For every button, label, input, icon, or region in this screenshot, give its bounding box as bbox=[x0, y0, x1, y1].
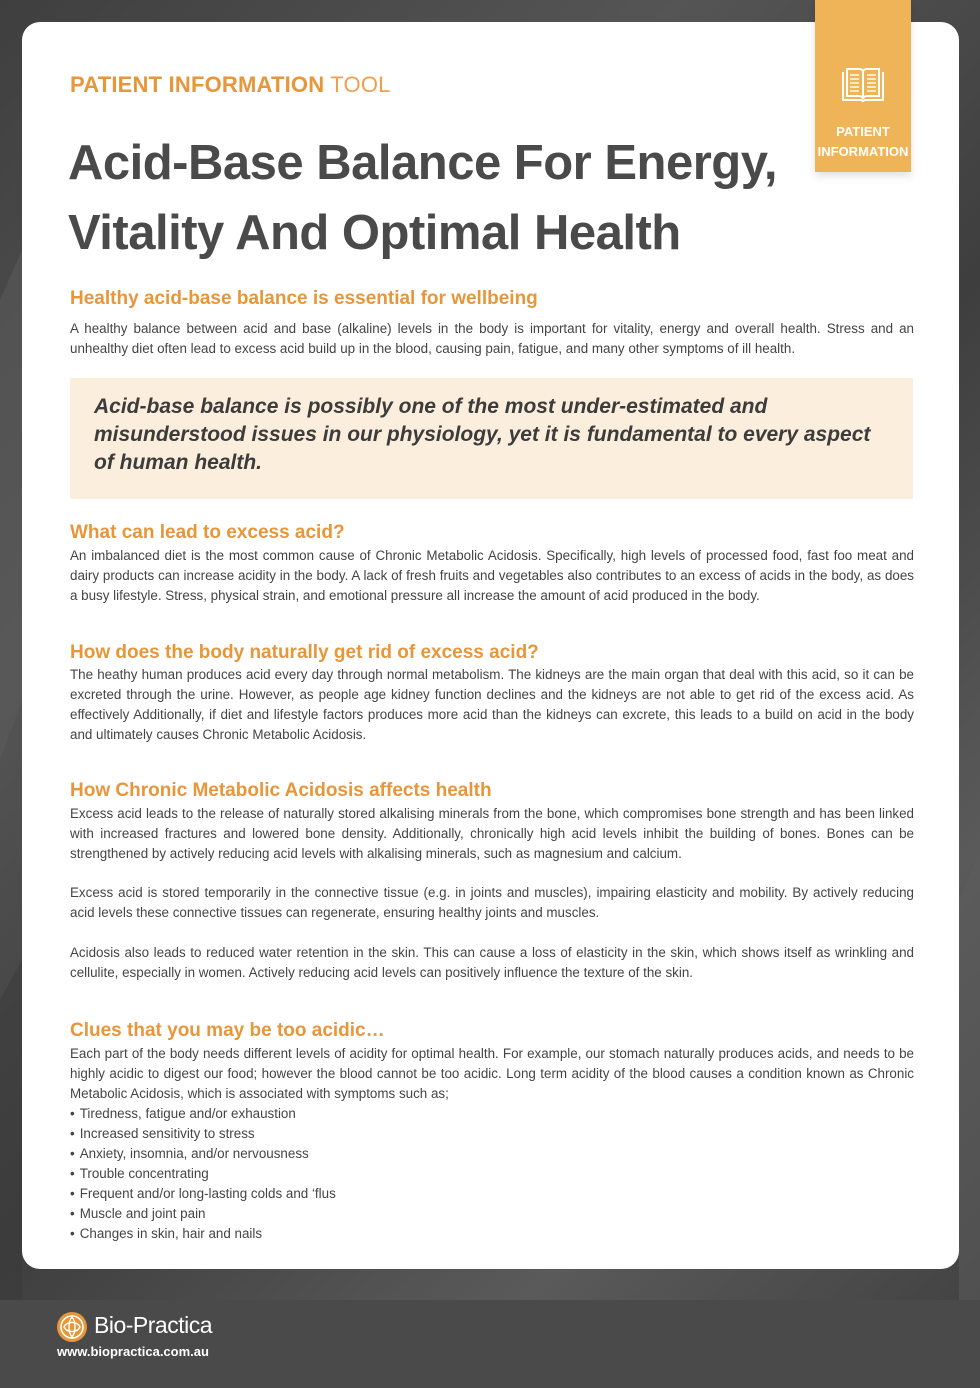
heading-removal: How does the body naturally get rid of excess acid? bbox=[70, 642, 539, 663]
paragraph-effects-skin: Acidosis also leads to reduced water retention in the skin. This can cause a loss of elasticity in the skin, which shows itself as wrinkling and cellulite, especially in women. Actively reducing acid levels can positively influence the texture of the skin. bbox=[70, 945, 914, 980]
bio-practica-logo-icon bbox=[55, 1310, 89, 1344]
tool-label bbox=[70, 72, 391, 98]
heading-wellbeing: Healthy acid-base balance is essential for wellbeing bbox=[70, 288, 538, 309]
website-link[interactable]: www.biopractica.com.au bbox=[57, 1344, 209, 1359]
paragraph-removal: The heathy human produces acid every day through normal metabolism. The kidneys are the main organ that deal with this acid, so it can be excreted through the urine. However, as people age kidney function declines and the kidneys are not able to get rid of the excess acid. As effectively Additionally, if diet and lifestyle factors produces more acid than the kidneys can excrete, this leads to a build on acid in the body and ultimately causes Chronic Metabolic Acidosis. bbox=[70, 667, 914, 742]
heading-clues: Clues that you may be too acidic… bbox=[70, 1020, 385, 1041]
badge-label-line1: PATIENT bbox=[836, 124, 890, 139]
paragraph-effects-bone: Excess acid leads to the release of naturally stored alkalising minerals from the bone, which compromises bone strength and has been linked with increased fractures and lowered bone density. Additionally, chronically high acid levels inhibit the building of bones. Bones can be strengthened by actively reducing acid levels with alkalising minerals, such as magnesium and calcium. bbox=[70, 806, 914, 861]
paragraph-wellbeing: A healthy balance between acid and base (alkaline) levels in the body is important for vitality, energy and overall health. Stress and an unhealthy diet often lead to excess acid build up in the blood, causing pain, fatigue, and many other symptoms of ill health. bbox=[70, 321, 914, 356]
paragraph-effects-tissue: Excess acid is stored temporarily in the connective tissue (e.g. in joints and muscles), impairing elasticity and mobility. By actively reducing acid levels these connective tissues can regenerate, ensuring healthy joints and muscles. bbox=[70, 885, 914, 920]
footer bbox=[0, 1300, 980, 1388]
tool-label-light: TOOL bbox=[330, 72, 391, 97]
list-item: • Frequent and/or long-lasting colds and ‘flus bbox=[70, 1184, 336, 1204]
list-item: • Increased sensitivity to stress bbox=[70, 1124, 336, 1144]
badge-label bbox=[815, 122, 911, 162]
pull-quote bbox=[70, 378, 913, 499]
list-item: • Trouble concentrating bbox=[70, 1164, 336, 1184]
brand-name: Bio-Practica bbox=[94, 1312, 212, 1338]
pull-quote-text: Acid-base balance is possibly one of the most under-estimated and misunderstood issues in our physiology, yet it is fundamental to every aspect of human health. bbox=[94, 395, 871, 474]
list-item: • Muscle and joint pain bbox=[70, 1204, 336, 1224]
tool-label-bold: PATIENT INFORMATION bbox=[70, 72, 325, 97]
heading-effects: How Chronic Metabolic Acidosis affects health bbox=[70, 780, 492, 801]
heading-excess-acid: What can lead to excess acid? bbox=[70, 522, 345, 543]
title-line1: Acid-Base Balance For Energy, bbox=[68, 136, 777, 190]
list-item: • Tiredness, fatigue and/or exhaustion bbox=[70, 1104, 336, 1124]
paragraph-excess-acid: An imbalanced diet is the most common cause of Chronic Metabolic Acidosis. Specifically, high levels of processed food, fast foo meat and dairy products can increase acidity in the body. A lack of fresh fruits and vegetables also contributes to an excess of acids in the body, as does a busy lifestyle. Stress, physical strain, and emotional pressure all increase the amount of acid produced in the body. bbox=[70, 548, 914, 603]
list-item: • Anxiety, insomnia, and/or nervousness bbox=[70, 1144, 336, 1164]
patient-information-badge bbox=[815, 0, 911, 172]
badge-label-line2: INFORMATION bbox=[817, 144, 909, 159]
symptom-list bbox=[70, 1104, 336, 1244]
page-title bbox=[68, 128, 828, 268]
title-line2: Vitality And Optimal Health bbox=[68, 206, 681, 260]
open-book-icon bbox=[839, 66, 887, 106]
paragraph-clues: Each part of the body needs different levels of acidity for optimal health. For example, our stomach naturally produces acids, and needs to be highly acidic to digest our food; however the blood cannot be too acidic. Long term acidity of the blood causes a condition known as Chronic Metabolic Acidosis, which is associated with symptoms such as; bbox=[70, 1046, 914, 1101]
list-item: • Changes in skin, hair and nails bbox=[70, 1224, 336, 1244]
